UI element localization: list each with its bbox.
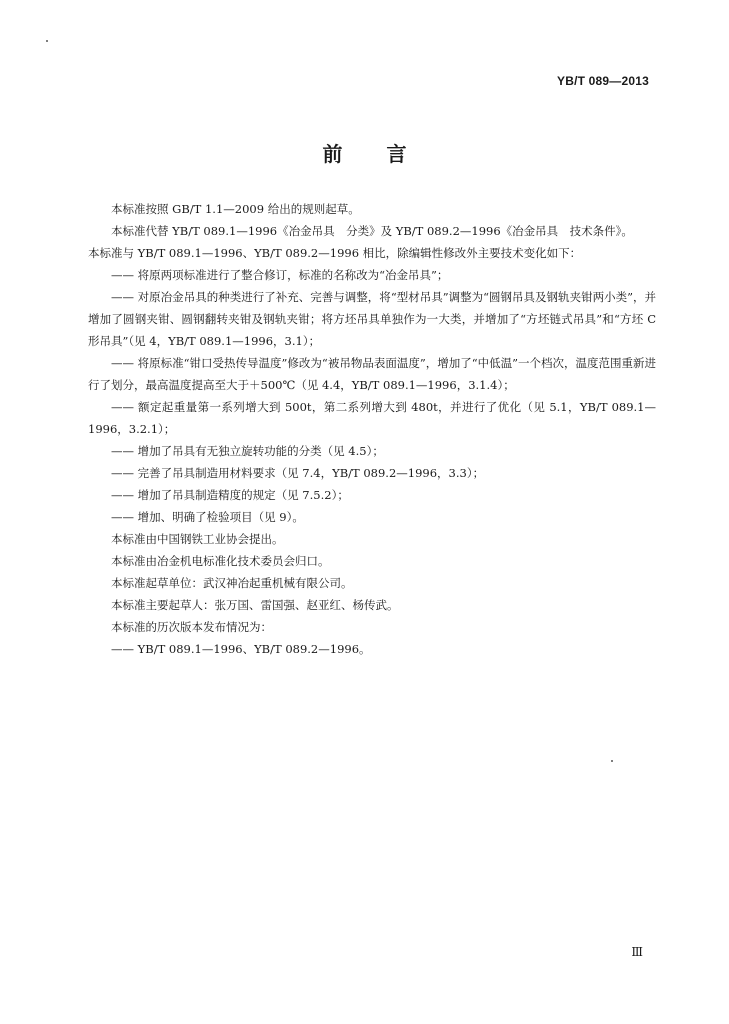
paragraph-replaces: 本标准代替 YB/T 089.1—1996《冶金吊具 分类》及 YB/T 089.2—1996《冶金吊具 技术条件》。: [111, 224, 633, 238]
paragraph-centralized-by: 本标准由冶金机电标准化技术委员会归口。: [111, 554, 330, 568]
paragraph-proposed-by: 本标准由中国钢铁工业协会提出。: [111, 532, 284, 546]
change-item-merge: —— 将原两项标准进行了整合修订，标准的名称改为“冶金吊具”；: [111, 268, 449, 282]
paragraph-drafting-unit: 本标准起草单位：武汉神冶起重机械有限公司。: [111, 576, 353, 590]
standard-code-header: YB/T 089—2013: [557, 74, 649, 88]
foreword-body: [88, 198, 656, 660]
change-item-temperature: —— 将原标准“钳口受热传导温度”修改为“被吊物品表面温度”，增加了“中低温”一个档次，温度范围重新进行了划分，最高温度提高至大于＋500℃（见 4.4，YB/T 089.1—1996，3.1.4）；: [88, 356, 656, 392]
change-item-rotation: —— 增加了吊具有无独立旋转功能的分类（见 4.5）；: [111, 444, 384, 458]
paragraph-drafters: 本标准主要起草人：张万国、雷国强、赵亚红、杨传武。: [111, 598, 399, 612]
change-item-materials: —— 完善了吊具制造用材料要求（见 7.4，YB/T 089.2—1996，3.3）；: [111, 466, 485, 480]
page-number: Ⅲ: [631, 945, 643, 959]
paragraph-changes-intro: 本标准与 YB/T 089.1—1996、YB/T 089.2—1996 相比，除编辑性修改外主要技术变化如下：: [88, 246, 582, 260]
change-item-precision: —— 增加了吊具制造精度的规定（见 7.5.2）；: [111, 488, 349, 502]
paragraph-history-intro: 本标准的历次版本发布情况为：: [111, 620, 272, 634]
page-title: [0, 138, 729, 167]
scan-speck: [611, 760, 613, 762]
scan-speck: [46, 40, 48, 42]
paragraph-drafting-rules: 本标准按照 GB/T 1.1—2009 给出的规则起草。: [111, 202, 360, 216]
history-item: —— YB/T 089.1—1996、YB/T 089.2—1996。: [111, 642, 371, 656]
change-item-capacity: —— 额定起重量第一系列增大到 500t，第二系列增大到 480t，并进行了优化（见 5.1，YB/T 089.1—1996，3.2.1）；: [88, 400, 656, 436]
change-item-types: —— 对原冶金吊具的种类进行了补充、完善与调整，将“型材吊具”调整为“圆钢吊具及钢轨夹钳两小类”，并增加了圆钢夹钳、圆钢翻转夹钳及钢轨夹钳；将方坯吊具单独作为一大类，并增加了“方坯链式吊具”和“方坯 C 形吊具”（见 4，YB/T 089.1—1996，3.1）；: [88, 290, 656, 348]
page-title-char-2: 言: [386, 142, 407, 166]
page-title-char-1: 前: [322, 142, 343, 166]
change-item-inspection: —— 增加、明确了检验项目（见 9）。: [111, 510, 304, 524]
